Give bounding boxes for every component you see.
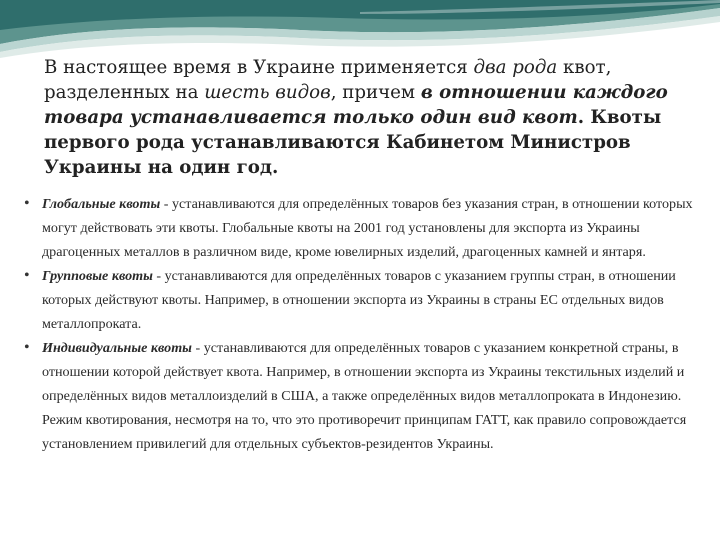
term-global-quotas: Глобальные квоты — [42, 196, 161, 212]
list-item-group-quotas — [0, 264, 720, 336]
bullet-icon: • — [24, 339, 30, 356]
bullet-icon: • — [24, 267, 30, 284]
desc-individual-quotas: - устанавливаются для определённых товаров с указанием конкретной страны, в отношении которой действует квота. Например, в отношении экспорта из Украины текстильных изделий и определённых видов металлоизделий в США, а также определённых видов металлопроката в Индонезию. Режим квотирования, несмотря на то, что это противоречит принципам ГАТТ, как правило сопровождается установлением привилегий для отдельных субъектов-резидентов Украины. — [42, 340, 687, 452]
list-item-individual-quotas — [0, 336, 720, 456]
intro-text-2: квот, разделенных на — [44, 57, 612, 103]
intro-emphasis-one-type: в отношении каждого товара устанавливается только один вид квот — [44, 82, 668, 128]
desc-global-quotas: - устанавливаются для определённых товаров без указания стран, в отношении которых могут действовать эти квоты. Глобальные квоты на 2001 год установлены для экспорта из Украины драгоценных металлов в различном виде, кроме ювелирных изделий, драгоценных камней и янтаря. — [42, 196, 693, 260]
quota-types-list — [0, 192, 720, 456]
intro-text-1: В настоящее время в Украине применяется — [44, 57, 474, 78]
intro-emphasis-two-kinds: два рода — [473, 57, 558, 78]
term-group-quotas: Групповые квоты — [42, 268, 153, 284]
intro-paragraph — [44, 55, 700, 180]
intro-text-3: , причем — [330, 82, 421, 103]
desc-group-quotas: - устанавливаются для определённых товаров с указанием группы стран, в отношении которых действуют квоты. Например, в отношении экспорта из Украины в страны ЕС отдельных видов металлопроката. — [42, 268, 676, 332]
intro-emphasis-six-types: шесть видов — [204, 82, 331, 103]
bullet-icon: • — [24, 195, 30, 212]
intro-text-cabinet: . Квоты первого рода устанавливаются Кабинетом Министров Украины на один год. — [44, 107, 662, 178]
term-individual-quotas: Индивидуальные квоты — [42, 340, 192, 356]
list-item-global-quotas — [0, 192, 720, 264]
